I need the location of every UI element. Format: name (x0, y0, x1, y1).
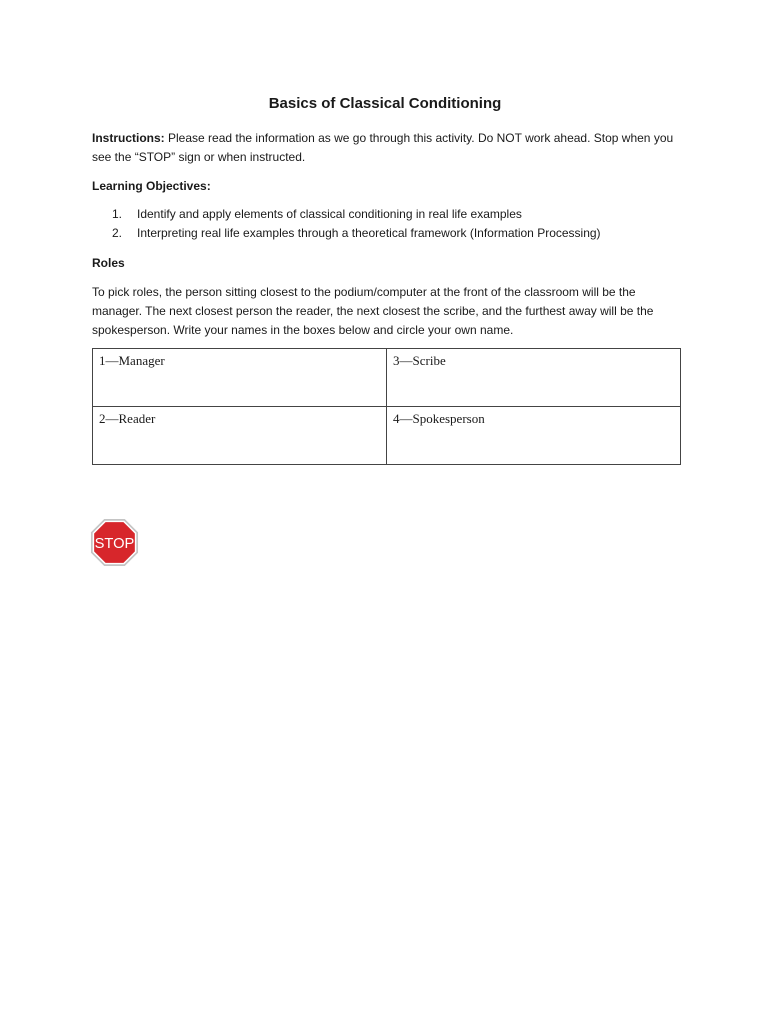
role-cell-spokesperson[interactable]: 4—Spokesperson (387, 407, 681, 465)
instructions-label: Instructions: (92, 131, 165, 145)
roles-table (92, 348, 681, 465)
table-row (93, 349, 681, 407)
roles-heading: Roles (92, 256, 125, 270)
roles-paragraph: To pick roles, the person sitting closest to the podium/computer at the front of the classroom will be the manager. The next closest person the reader, the next closest the scribe, and the furthest away will be the spokesperson. Write your names in the boxes below and circle your own name. (92, 285, 654, 337)
list-item (112, 205, 601, 224)
learning-objectives-heading: Learning Objectives: (92, 179, 211, 193)
stop-sign-icon (90, 518, 139, 567)
role-cell-scribe[interactable]: 3—Scribe (387, 349, 681, 407)
list-item-number: 1. (112, 207, 123, 221)
page-title: Basics of Classical Conditioning (268, 95, 502, 112)
list-item-text: Identify and apply elements of classical conditioning in real life examples (137, 207, 522, 221)
table-row (93, 407, 681, 465)
role-cell-reader[interactable]: 2—Reader (93, 407, 387, 465)
list-item-text: Interpreting real life examples through a theoretical framework (Information Processing) (137, 226, 601, 240)
role-cell-manager[interactable]: 1—Manager (93, 349, 387, 407)
stop-sign-label: STOP (94, 535, 135, 552)
objectives-list (112, 205, 601, 243)
instructions-text: Please read the information as we go through this activity. Do NOT work ahead. Stop when you see the “STOP” sign or when instructed. (92, 131, 674, 164)
instructions-paragraph (92, 129, 692, 167)
list-item-number: 2. (112, 226, 123, 240)
list-item (112, 224, 601, 243)
